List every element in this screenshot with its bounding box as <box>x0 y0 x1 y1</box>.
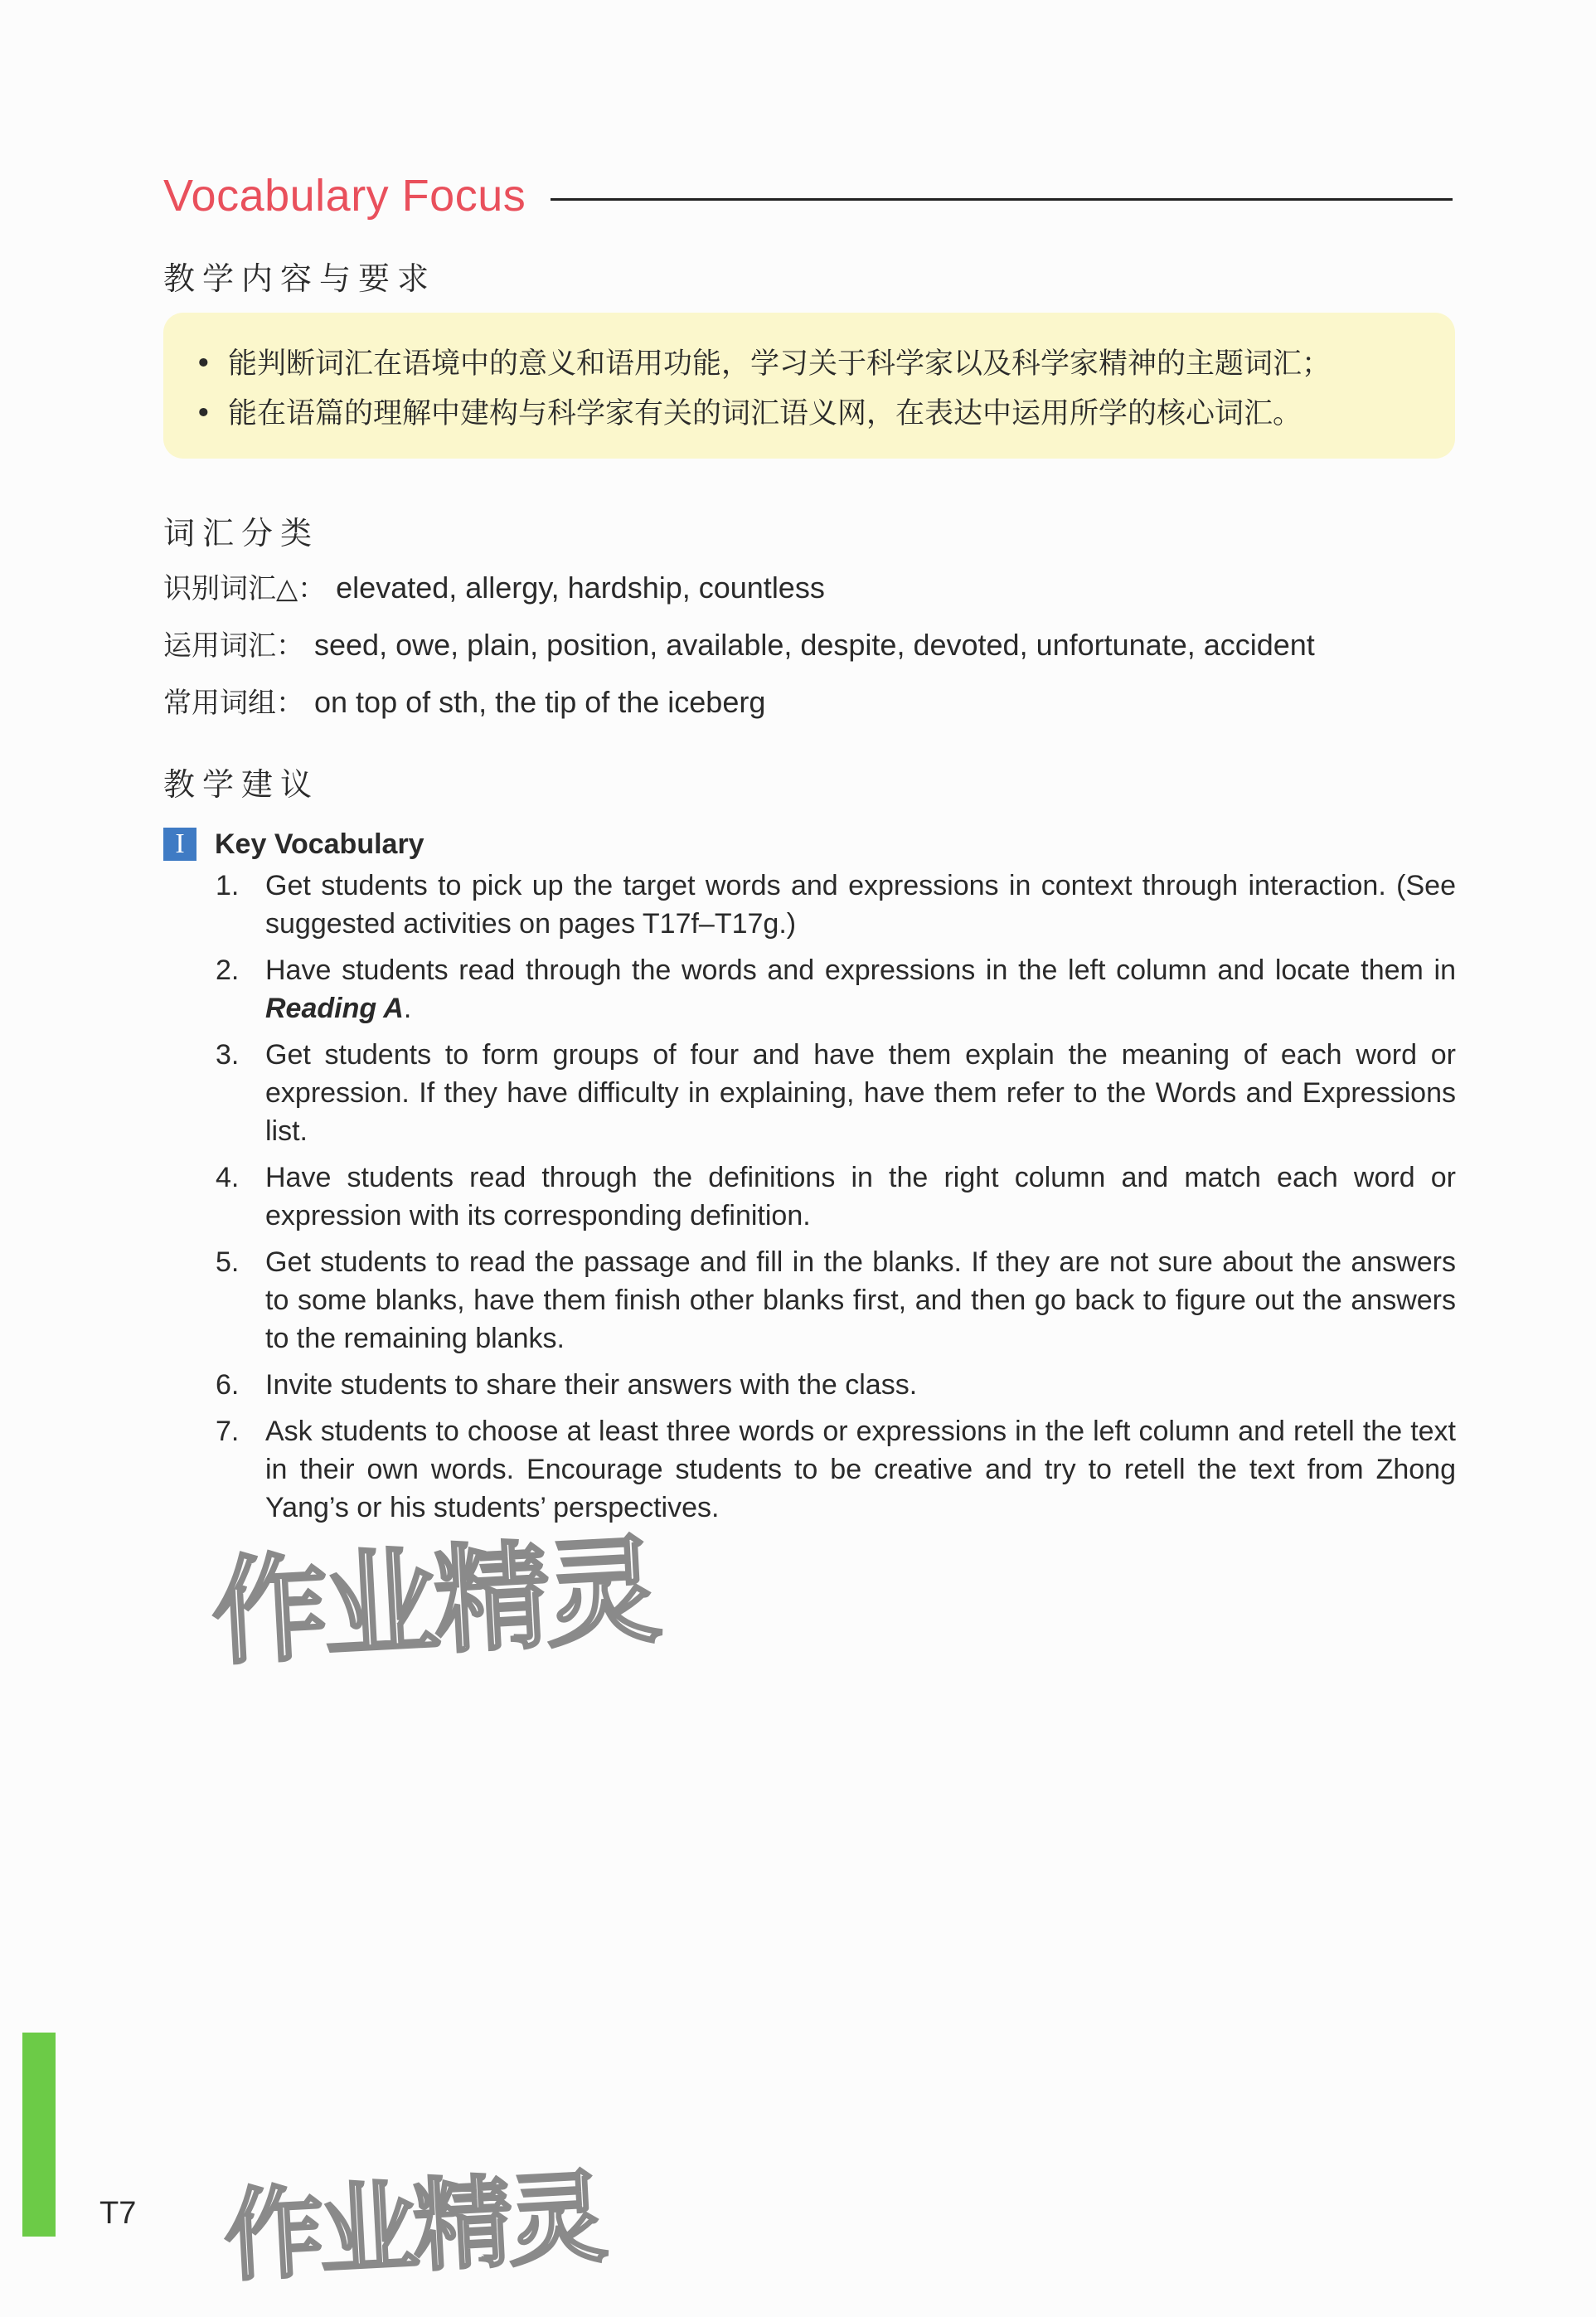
step-number: 5. <box>216 1246 240 1278</box>
step-number: 7. <box>216 1416 240 1447</box>
step-number: 2. <box>216 954 240 986</box>
bullet: • <box>195 397 212 430</box>
requirements-heading: 教学内容与要求 <box>163 260 437 297</box>
step-number: 3. <box>216 1039 240 1071</box>
requirement-item <box>195 391 1302 432</box>
list-item <box>216 1036 1456 1150</box>
vocab-row-recognition <box>163 566 825 606</box>
step-text-end: . <box>403 993 412 1024</box>
vocab-label: 常用词组： <box>163 687 304 720</box>
vocab-label: 识别词汇△： <box>163 572 327 605</box>
step-number: 1. <box>216 870 240 901</box>
list-item <box>216 1366 1456 1404</box>
step-text: Invite students to share their answers with the class. <box>265 1369 918 1401</box>
list-item <box>216 867 1456 943</box>
step-number: 6. <box>216 1369 240 1401</box>
vocab-label: 运用词汇： <box>163 629 304 663</box>
page-number: T7 <box>99 2196 137 2231</box>
vocab-words: on top of sth, the tip of the iceberg <box>314 685 766 719</box>
step-text: Ask students to choose at least three words or expressions in the left column and retell the text in their own words. Encourage students to be creative and try to retell the text from Zhong Yang’s or his students’ perspectives. <box>265 1416 1456 1523</box>
classification-heading: 词汇分类 <box>163 515 320 551</box>
steps-list <box>216 867 1456 1535</box>
side-color-bar <box>22 2033 56 2237</box>
key-vocabulary-section <box>163 826 424 862</box>
list-item <box>216 1412 1456 1527</box>
watermark-mid: 作业精灵 <box>208 1523 660 1682</box>
step-text <box>265 951 1456 1027</box>
list-item <box>216 951 1456 1027</box>
vocab-row-phrases <box>163 680 765 721</box>
step-number: 4. <box>216 1162 240 1193</box>
suggestions-heading: 教学建议 <box>163 766 320 803</box>
step-text: Have students read through the definitions in the right column and match each word or expression with its corresponding definition. <box>265 1162 1456 1231</box>
title-row <box>163 163 1453 229</box>
step-text: Get students to form groups of four and have them explain the meaning of each word or expression. If they have difficulty in explaining, have them refer to the Words and Expressions list. <box>265 1039 1456 1147</box>
title-rule <box>551 198 1453 201</box>
vocab-row-usage <box>163 623 1315 663</box>
section-badge: I <box>163 828 196 861</box>
vocab-words: elevated, allergy, hardship, countless <box>336 571 825 605</box>
list-item <box>216 1158 1456 1235</box>
requirement-item <box>195 341 1331 382</box>
step-text-main: Have students read through the words and expressions in the left column and locate them in <box>265 954 1456 986</box>
vocab-words: seed, owe, plain, position, available, despite, devoted, unfortunate, accident <box>314 628 1315 662</box>
watermark-footer: 作业精灵 <box>221 2160 605 2295</box>
section-label: Key Vocabulary <box>215 828 424 860</box>
requirements-box <box>163 313 1455 459</box>
step-text: Get students to pick up the target words and expressions in context through interaction. (See suggested activities on pages T17f–T17g.) <box>265 870 1456 940</box>
reading-title: Reading A <box>265 993 404 1024</box>
page-title: Vocabulary Focus <box>163 171 526 221</box>
list-item <box>216 1243 1456 1358</box>
bullet: • <box>195 347 212 381</box>
requirement-text: 能判断词汇在语境中的意义和语用功能，学习关于科学家以及科学家精神的主题词汇； <box>228 347 1332 381</box>
requirement-text: 能在语篇的理解中建构与科学家有关的词汇语义网，在表达中运用所学的核心词汇。 <box>228 397 1303 430</box>
step-text: Get students to read the passage and fill in the blanks. If they are not sure about the answers to some blanks, have them finish other blanks first, and then go back to figure out the answers to the remaining blanks. <box>265 1246 1456 1354</box>
